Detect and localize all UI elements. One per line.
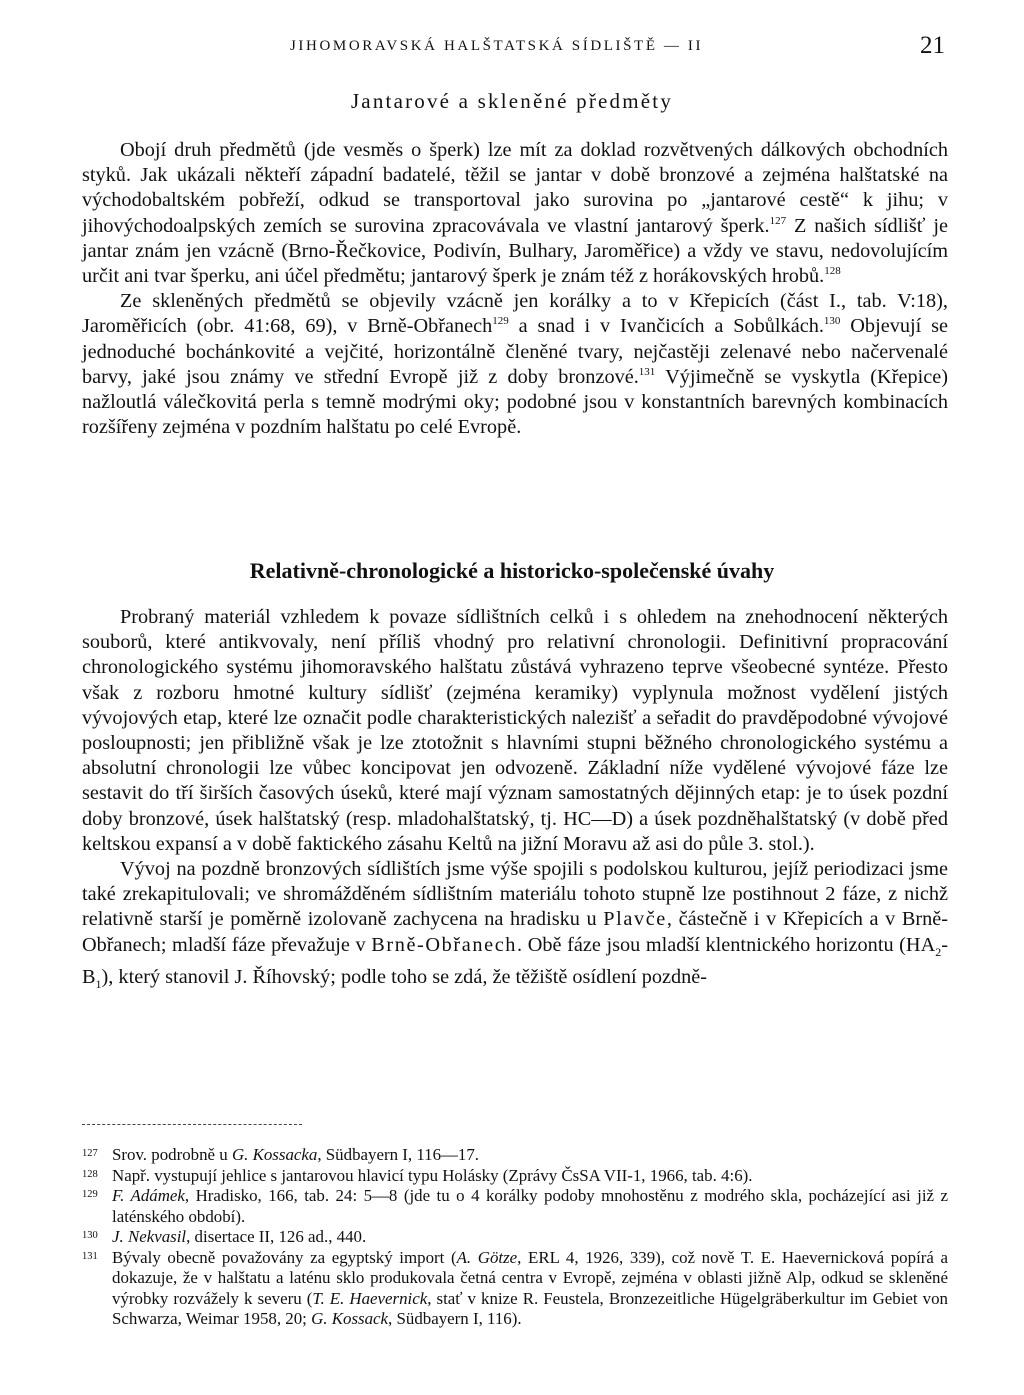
paragraph: Probraný materiál vzhledem k povaze sídlištních celků i s ohledem na znehodnocení některých souborů, které antikvovaly, není příliš vhodný pro relativní chronologii. Definitivní propracování chronologického systému jihomoravského halštatu zůstává vyhrazeno teprve všeobecné syntéze. Přesto však z rozboru hmotné kultury sídlišť (zejména keramiky) vyplynula možnost vydělení jistých vývojových etap, které lze označit podle charakteristických nalezišť a seřadit do pravděpodobné vývojové posloupnosti; jen přibližně však je lze ztotožnit s hlavními stupni běžného chronologického systému a absolutní chronologii lze vůbec koncipovat jen odvozeně. Základní níže vydělené vývojové fáze lze sestavit do tří širších časových úseků, které mají význam samostatných dějinných etap: je to úsek pozdní doby bronzové, úsek halštatský (resp. mladohalštatský, tj. HC—D) a úsek pozdněhalštatský (v době před keltskou expansí a v době faktického zásahu Keltů na jižní Moravu až asi do půle 3. stol.). bbox=[82, 606, 948, 855]
text-run: Bývaly obecně považovány za egyptský import ( bbox=[112, 1247, 457, 1267]
footnotes bbox=[82, 1145, 948, 1330]
footnote-number: 128 bbox=[82, 1168, 98, 1180]
text-run: . Obě fáze jsou mladší klentnického horizontu (HA bbox=[517, 933, 936, 956]
footnote-number: 130 bbox=[82, 1230, 98, 1241]
text-run: Objevují se jednoduché bochánkovité a vejčité, horizontálně členěné tvary, nejčastěji zelenavé nebo načervenalé barvy, jaké jsou známy ve střední Evropě již z doby bronzové. bbox=[82, 315, 949, 388]
text-run: Srov. podrobně u bbox=[112, 1145, 232, 1164]
site-name: Brně-Obřanech bbox=[371, 933, 518, 956]
author-name: T. E. Haevernick bbox=[312, 1288, 428, 1308]
footnote bbox=[82, 1186, 948, 1227]
paragraph bbox=[82, 138, 948, 289]
footnote-ref: 130 bbox=[823, 315, 841, 328]
text-run: , ERL 4, 1926, 339), což nově T. E. Haevernicková popírá a dokazuje, že v halštatu a laténu sklo produkovala četná centra v Evropě, zejména v oblasti jižně Alp, odkud se skleněné výrobky rozvážely k severu ( bbox=[112, 1247, 949, 1308]
paragraph bbox=[82, 289, 948, 440]
site-name: Plavče bbox=[603, 908, 667, 931]
author-name: G. Kossacka bbox=[231, 1145, 318, 1164]
text-run: , částečně i v Křepicích a v Brně-Obřanech; mladší fáze převažuje v bbox=[82, 908, 948, 956]
text-run: Obojí druh předmětů (jde vesměs o šperk) lze mít za doklad rozvětvených dálkových obchodních styků. Jak ukázali někteří západní badatelé, těžil se jantar v době bronzové a zejména halštatské na východobaltském pobřeží, odkud se transportoval jako surovina po „jantarové cestě“ k jihu; v jihovýchodoalpských zemích se surovina zpracovávala ve vlastní jantarový šperk. bbox=[82, 139, 948, 237]
subscript: 1 bbox=[95, 976, 102, 991]
text-run: , Südbayern I, 116). bbox=[388, 1309, 522, 1328]
section-chronology-body bbox=[82, 605, 948, 997]
footnote bbox=[82, 1145, 948, 1166]
footnote bbox=[82, 1248, 948, 1330]
footnote-ref: 129 bbox=[492, 315, 509, 328]
text-run: , Hradisko, 166, tab. 24: 5—8 (jde tu o 4 korálky podoby mnohostěnu z modrého skla, pocházející asi již z laténského období). bbox=[112, 1186, 948, 1226]
text-run: Např. vystupují jehlice s jantarovou hlavicí typu Holásky (Zprávy ČsSA VII-1, 1966, tab. 4:6). bbox=[112, 1165, 753, 1185]
text-run: a snad i v Ivančicích a Sobůlkách. bbox=[508, 315, 824, 338]
author-name: A. Götze bbox=[456, 1247, 518, 1267]
footnote-number: 129 bbox=[82, 1189, 98, 1200]
section-heading-chronology: Relativně-chronologické a historicko-společenské úvahy bbox=[249, 558, 775, 583]
paragraph bbox=[82, 857, 948, 997]
text-run: Z našich sídlišť je jantar znám jen vzácně (Brno-Řečkovice, Podivín, Bulhary, Jaroměřice) a vždy ve stavu, nedovolujícím určit ani tvar šperku, ani účel předmětu; jantarový šperk je znám též z horákovských hrobů. bbox=[82, 214, 948, 288]
text-run: , Südbayern I, 116—17. bbox=[317, 1145, 480, 1164]
text-run: Ze skleněných předmětů se objevily vzácně jen korálky a to v Křepicích (část I., tab. V:18), Jaroměřicích (obr. 41:68, 69), v Brně-Obřanech bbox=[82, 290, 948, 338]
footnote-number: 131 bbox=[82, 1250, 98, 1262]
footnote bbox=[82, 1227, 948, 1248]
author-name: G. Kossack bbox=[311, 1309, 389, 1328]
footnote-divider bbox=[82, 1124, 302, 1125]
author-name: F. Adámek bbox=[112, 1186, 185, 1205]
text-run: , disertace II, 126 ad., 440. bbox=[186, 1227, 367, 1246]
section-amber-glass-body bbox=[82, 138, 948, 440]
footnote-ref: 127 bbox=[769, 214, 787, 227]
footnote-number: 127 bbox=[82, 1148, 98, 1159]
page-number: 21 bbox=[920, 32, 945, 59]
text-run: ), který stanovil J. Říhovský; podle toho se zdá, že těžiště osídlení pozdně- bbox=[101, 965, 708, 988]
author-name: J. Nekvasil bbox=[112, 1227, 187, 1246]
running-head bbox=[0, 30, 1024, 60]
footnote bbox=[82, 1166, 948, 1187]
section-heading-amber-glass: Jantarové a skleněné předměty bbox=[350, 89, 674, 113]
text-run: , stať v knize R. Feustela, Bronzezeitliche Hügelgräberkultur im Gebiet von Schwarza, Weimar 1958, 20; bbox=[112, 1288, 948, 1328]
text-run: Výjimečně se vyskytla (Křepice) nažloutlá válečkovitá perla s temně modrými oky; podobné jsou v konstantních barevných kombinacích rozšířeny zejména v pozdním halštatu po celé Evropě. bbox=[82, 365, 948, 439]
running-title: JIHOMORAVSKÁ HALŠTATSKÁ SÍDLIŠTĚ — II bbox=[290, 38, 704, 54]
subscript: 2 bbox=[935, 944, 942, 959]
text-run: Vývoj na pozdně bronzových sídlištích jsme výše spojili s podolskou kulturou, jejíž periodizaci jsme také zrekapitulovali; ve shromážděném sídlištním materiálu tohoto stupně lze postihnout 2 fáze, z nichž relativně starší je poměrně izolovaně zachycena na hradisku u bbox=[82, 858, 948, 931]
footnote-ref: 131 bbox=[638, 366, 656, 379]
footnote-ref: 128 bbox=[824, 265, 841, 278]
text-run: -B bbox=[82, 933, 948, 988]
